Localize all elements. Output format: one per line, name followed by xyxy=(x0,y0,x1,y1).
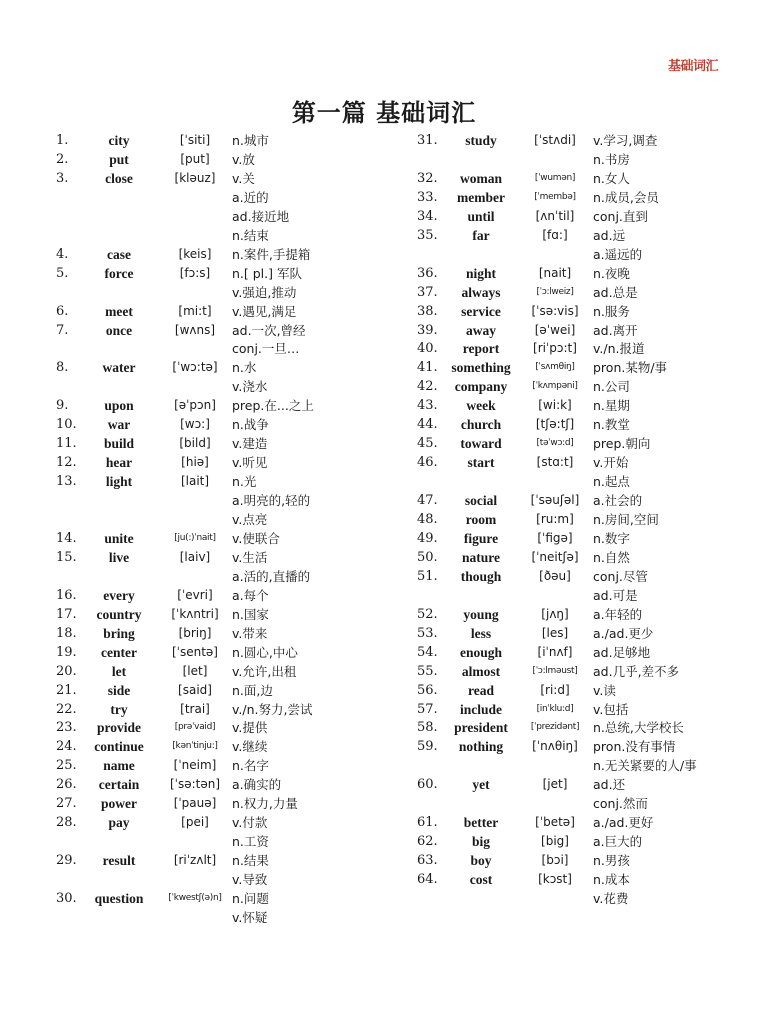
entry-definition: n.成员,会员 xyxy=(593,189,659,205)
entry-word: case xyxy=(107,246,131,262)
entry-word: result xyxy=(102,853,136,869)
entry-word: cost xyxy=(469,872,493,888)
entry-phonetic: [ˈneitʃə] xyxy=(531,549,579,564)
entry-word: woman xyxy=(459,170,502,186)
entry-definition: a.近的 xyxy=(232,189,269,205)
entry-number: 52. xyxy=(417,606,438,622)
entry-phonetic: [lait] xyxy=(180,474,210,489)
entry-word: country xyxy=(96,606,142,622)
entry-word: figure xyxy=(463,530,499,546)
entry-word: nothing xyxy=(458,739,504,755)
entry-phonetic: [əˈwei] xyxy=(534,322,576,337)
entry-word: boy xyxy=(470,853,492,869)
entry-definition: ad.离开 xyxy=(593,322,638,338)
entry-definition: v.使联合 xyxy=(232,530,280,546)
entry-definition: prep.在...之上 xyxy=(232,398,314,414)
entry-phonetic: [ˈsiti] xyxy=(179,133,211,147)
entry-phonetic: [mi:t] xyxy=(178,303,212,318)
entry-phonetic: [stɑ:t] xyxy=(536,455,574,470)
entry-word: nature xyxy=(461,549,500,565)
entry-word: though xyxy=(460,568,502,584)
entry-phonetic: [ru:m] xyxy=(536,512,574,526)
entry-number: 10. xyxy=(56,417,77,433)
entry-word: better xyxy=(463,815,499,831)
entry-word: enough xyxy=(459,644,503,660)
entry-number: 21. xyxy=(56,682,77,698)
entry-number: 32. xyxy=(417,170,438,186)
entry-definition: v.付款 xyxy=(232,815,268,831)
entry-word: unite xyxy=(104,530,134,546)
entry-phonetic: [ˈprezidənt] xyxy=(530,722,580,733)
entry-definition: v.继续 xyxy=(232,739,268,755)
entry-word: live xyxy=(108,549,130,565)
entry-definition: conj.然而 xyxy=(593,796,648,812)
entry-number: 26. xyxy=(56,777,77,793)
entry-phonetic: [ˈwumən] xyxy=(534,172,576,183)
entry-number: 45. xyxy=(417,436,438,452)
entry-definition: n.女人 xyxy=(593,170,630,186)
entry-number: 11. xyxy=(56,436,77,452)
entry-phonetic: [jet] xyxy=(542,777,568,792)
entry-number: 60. xyxy=(417,777,438,793)
entry-definition: pron.没有事情 xyxy=(593,739,676,755)
entry-number: 24. xyxy=(56,739,77,755)
entry-word: build xyxy=(103,436,135,452)
entry-number: 5. xyxy=(56,265,69,281)
entry-word: start xyxy=(467,455,495,471)
entry-definition: n.数字 xyxy=(593,530,630,546)
entry-definition: v.开始 xyxy=(593,455,629,471)
entry-number: 61. xyxy=(417,815,438,831)
entry-definition: v.听见 xyxy=(232,455,268,471)
entry-number: 31. xyxy=(417,133,438,148)
entry-definition: prep.朝向 xyxy=(593,436,651,452)
entry-phonetic: [ðəu] xyxy=(539,568,571,583)
entry-word: let xyxy=(111,663,127,679)
entry-definition: n.起点 xyxy=(593,474,630,490)
entry-number: 33. xyxy=(417,189,438,205)
entry-definition: n.圆心,中心 xyxy=(232,644,298,660)
entry-word: room xyxy=(465,512,497,527)
entry-word: toward xyxy=(460,436,502,452)
entry-phonetic: [tʃə:tʃ] xyxy=(535,417,575,432)
entry-phonetic: [təˈwɔ:d] xyxy=(536,438,574,449)
entry-number: 17. xyxy=(56,606,77,622)
entry-number: 46. xyxy=(417,455,438,471)
entry-number: 13. xyxy=(56,474,77,490)
entry-definition: v.读 xyxy=(593,682,616,698)
entry-phonetic: [kənˈtinju:] xyxy=(172,741,218,752)
entry-number: 62. xyxy=(417,834,438,850)
entry-phonetic: [kɔst] xyxy=(538,872,572,887)
entry-word: pay xyxy=(108,815,130,831)
entry-definition: n.书房 xyxy=(593,151,630,167)
entry-definition: v./n.努力,尝试 xyxy=(232,701,313,717)
entry-definition: v./n.报道 xyxy=(593,341,645,357)
entry-phonetic: [nait] xyxy=(538,265,572,280)
entry-number: 64. xyxy=(417,872,438,888)
entry-number: 53. xyxy=(417,625,438,641)
entry-word: city xyxy=(108,133,130,148)
entry-word: member xyxy=(457,189,505,205)
entry-phonetic: [laiv] xyxy=(179,549,211,564)
entry-word: try xyxy=(110,701,128,717)
entry-definition: n.教堂 xyxy=(593,417,630,433)
entry-word: big xyxy=(471,834,490,850)
entry-phonetic: [les] xyxy=(541,625,569,640)
entry-definition: a.遥远的 xyxy=(593,246,643,262)
entry-word: center xyxy=(101,644,137,660)
entry-word: away xyxy=(466,322,496,338)
entry-word: almost xyxy=(461,663,501,679)
entry-word: social xyxy=(464,493,498,509)
entry-word: certain xyxy=(98,777,140,793)
entry-phonetic: [ˈwɔ:tə] xyxy=(172,360,218,375)
entry-phonetic: [ˈnʌθiŋ] xyxy=(532,739,578,754)
entry-phonetic: [ˈfigə] xyxy=(537,530,573,545)
entry-phonetic: [kləuz] xyxy=(174,170,216,185)
entry-phonetic: [ˈɔ:lməust] xyxy=(532,665,578,676)
entry-definition: n.权力,力量 xyxy=(232,796,298,812)
entry-definition: v.点亮 xyxy=(232,512,268,527)
entry-definition: ad.几乎,差不多 xyxy=(593,663,680,679)
entry-word: put xyxy=(109,151,129,167)
entry-number: 29. xyxy=(56,853,77,869)
entry-number: 57. xyxy=(417,701,438,717)
page-title: 第一篇 基础词汇 xyxy=(291,99,477,127)
entry-number: 48. xyxy=(417,512,438,527)
entry-phonetic: [ˈsentə] xyxy=(172,644,218,659)
entry-word: light xyxy=(105,474,133,490)
entry-definition: pron.某物/事 xyxy=(593,360,668,376)
entry-word: week xyxy=(466,398,496,414)
entry-definition: v.浇水 xyxy=(232,379,268,395)
entry-phonetic: [briŋ] xyxy=(178,625,212,640)
entry-phonetic: [let] xyxy=(182,663,208,678)
entry-definition: n.水 xyxy=(232,360,257,376)
entry-phonetic: [ju(:)ˈnait] xyxy=(174,532,216,543)
entry-word: read xyxy=(468,682,494,698)
entry-word: report xyxy=(462,341,500,357)
entry-number: 16. xyxy=(56,587,77,603)
entry-definition: n.男孩 xyxy=(593,853,630,869)
entry-word: president xyxy=(454,720,508,736)
entry-number: 18. xyxy=(56,625,77,641)
entry-number: 7. xyxy=(56,322,69,338)
entry-definition: ad.足够地 xyxy=(593,644,651,660)
entry-number: 6. xyxy=(56,303,69,319)
entry-number: 43. xyxy=(417,398,438,414)
entry-definition: v.允许,出租 xyxy=(232,663,297,679)
entry-phonetic: [wʌns] xyxy=(174,322,216,337)
entry-phonetic: [ˈsə:tən] xyxy=(169,777,221,792)
entry-definition: ad.接近地 xyxy=(232,208,290,224)
entry-number: 44. xyxy=(417,417,438,433)
entry-word: far xyxy=(472,227,490,243)
entry-definition: n.总统,大学校长 xyxy=(593,720,684,736)
entry-phonetic: [riˈpɔ:t] xyxy=(533,341,577,356)
entry-phonetic: [ˈkwestʃ(ə)n] xyxy=(168,893,222,903)
entry-number: 36. xyxy=(417,265,438,281)
entry-number: 56. xyxy=(417,682,438,698)
entry-word: church xyxy=(460,417,502,433)
entry-number: 63. xyxy=(417,853,438,869)
entry-definition: a.活的,直播的 xyxy=(232,568,311,584)
entry-number: 40. xyxy=(417,341,438,357)
entry-word: once xyxy=(105,322,133,338)
entry-phonetic: [ˈsəuʃəl] xyxy=(530,493,580,508)
entry-definition: ad.还 xyxy=(593,777,626,793)
entry-phonetic: [wɔ:] xyxy=(180,417,210,432)
entry-definition: n.国家 xyxy=(232,606,269,622)
entry-number: 28. xyxy=(56,815,77,831)
entry-definition: n.[ pl.] 军队 xyxy=(232,265,302,281)
entry-definition: v.关 xyxy=(232,170,255,186)
entry-word: continue xyxy=(94,739,144,755)
entry-word: question xyxy=(94,891,144,906)
entry-number: 8. xyxy=(56,360,69,376)
entry-definition: ad.总是 xyxy=(593,284,638,300)
entry-phonetic: [ˈkʌmpəni] xyxy=(532,381,578,392)
entry-number: 41. xyxy=(417,360,438,376)
entry-word: company xyxy=(454,379,508,395)
header-mark: 基础词汇 xyxy=(668,59,719,74)
entry-definition: a.每个 xyxy=(232,587,269,603)
entry-word: until xyxy=(467,208,495,224)
entry-number: 55. xyxy=(417,663,438,679)
entry-word: water xyxy=(102,360,136,376)
entry-phonetic: [said] xyxy=(178,682,212,697)
entry-number: 20. xyxy=(56,663,77,679)
entry-number: 4. xyxy=(56,246,69,262)
entry-phonetic: [fɑ:] xyxy=(542,227,568,242)
entry-number: 19. xyxy=(56,644,77,660)
entry-definition: n.面,边 xyxy=(232,682,273,698)
entry-word: name xyxy=(103,758,135,774)
entry-phonetic: [hiə] xyxy=(181,455,209,470)
entry-definition: n.成本 xyxy=(593,872,630,888)
entry-number: 54. xyxy=(417,644,438,660)
entry-number: 27. xyxy=(56,796,77,812)
entry-number: 42. xyxy=(417,379,438,395)
entry-phonetic: [bild] xyxy=(179,436,211,451)
entry-definition: ad.可是 xyxy=(593,587,638,603)
entry-definition: v.遇见,满足 xyxy=(232,303,297,319)
entry-definition: conj.直到 xyxy=(593,208,648,224)
entry-definition: v.放 xyxy=(232,151,255,167)
entry-phonetic: [ˈkʌntri] xyxy=(171,606,219,621)
entry-number: 47. xyxy=(417,493,438,509)
entry-number: 49. xyxy=(417,530,438,546)
entry-word: force xyxy=(104,265,134,281)
entry-phonetic: [bɔi] xyxy=(541,853,569,868)
entry-definition: v.提供 xyxy=(232,720,268,736)
entry-definition: n.无关紧要的人/事 xyxy=(593,758,697,774)
entry-definition: a./ad.更好 xyxy=(593,815,654,831)
entry-phonetic: [ˈsʌmθiŋ] xyxy=(535,362,575,373)
entry-number: 12. xyxy=(56,455,77,471)
entry-definition: v.包括 xyxy=(593,701,629,717)
entry-number: 1. xyxy=(56,133,69,148)
entry-word: bring xyxy=(103,625,135,641)
entry-word: young xyxy=(463,606,499,622)
entry-definition: a.年轻的 xyxy=(593,606,643,622)
entry-phonetic: [prəˈvaid] xyxy=(174,722,216,733)
entry-phonetic: [put] xyxy=(180,151,210,166)
entry-phonetic: [big] xyxy=(541,834,569,849)
entry-definition: v.导致 xyxy=(232,872,268,888)
entry-number: 14. xyxy=(56,530,77,546)
entry-word: power xyxy=(101,796,137,812)
entry-phonetic: [ˈevri] xyxy=(177,587,213,602)
entry-phonetic: [ˈstʌdi] xyxy=(534,133,576,147)
entry-phonetic: [riˈzʌlt] xyxy=(173,853,217,868)
entry-phonetic: [əˈpɔn] xyxy=(174,398,216,413)
entry-word: every xyxy=(103,587,135,603)
entry-number: 22. xyxy=(56,701,77,717)
entry-definition: a./ad.更少 xyxy=(593,625,654,641)
entry-number: 2. xyxy=(56,151,69,167)
entry-word: meet xyxy=(105,303,133,319)
entry-definition: n.服务 xyxy=(593,303,630,319)
entry-number: 38. xyxy=(417,303,438,319)
entry-definition: ad.一次,曾经 xyxy=(232,322,306,338)
entry-definition: a.明亮的,轻的 xyxy=(232,493,311,509)
entry-definition: n.自然 xyxy=(593,549,630,565)
entry-number: 50. xyxy=(417,549,438,565)
entry-number: 9. xyxy=(56,398,69,414)
entry-number: 34. xyxy=(417,208,438,224)
entry-number: 23. xyxy=(56,720,77,736)
entry-number: 30. xyxy=(56,891,77,906)
entry-word: less xyxy=(470,625,492,641)
entry-phonetic: [ʌnˈtil] xyxy=(535,208,575,223)
entry-definition: v.带来 xyxy=(232,625,268,641)
entry-phonetic: [iˈnʌf] xyxy=(537,644,573,659)
entry-definition: n.战争 xyxy=(232,417,269,433)
entry-number: 15. xyxy=(56,549,77,565)
entry-definition: n.房间,空间 xyxy=(593,512,659,527)
entry-definition: v.学习,调查 xyxy=(593,133,658,148)
entry-phonetic: [ri:d] xyxy=(540,682,570,697)
entry-number: 25. xyxy=(56,758,77,774)
entry-definition: a.确实的 xyxy=(232,777,282,793)
entry-definition: n.问题 xyxy=(232,891,269,906)
entry-definition: v.花费 xyxy=(593,891,629,906)
entry-word: service xyxy=(461,303,501,319)
entry-word: war xyxy=(107,417,131,433)
entry-word: include xyxy=(459,701,502,717)
entry-phonetic: [jʌŋ] xyxy=(541,606,569,621)
entry-word: study xyxy=(465,133,497,148)
entry-definition: v.强迫,推动 xyxy=(232,284,297,300)
entry-definition: ad.远 xyxy=(593,227,626,243)
entry-definition: n.结果 xyxy=(232,853,269,869)
entry-phonetic: [fɔ:s] xyxy=(179,265,211,280)
entry-definition: conj.尽管 xyxy=(593,568,648,584)
entry-phonetic: [ˈbetə] xyxy=(535,815,575,830)
entry-word: night xyxy=(465,265,496,281)
entry-definition: v.怀疑 xyxy=(232,909,268,925)
entry-number: 39. xyxy=(417,322,438,338)
entry-word: close xyxy=(105,170,133,186)
entry-definition: n.星期 xyxy=(593,398,630,414)
entry-definition: n.光 xyxy=(232,474,257,490)
entry-phonetic: [ˈɔ:lweiz] xyxy=(536,286,574,297)
entry-definition: n.夜晚 xyxy=(593,265,630,281)
entry-definition: v.生活 xyxy=(232,549,268,565)
entry-word: provide xyxy=(96,720,141,736)
entry-phonetic: [wi:k] xyxy=(538,398,572,413)
entry-phonetic: [trai] xyxy=(180,701,210,716)
entry-word: upon xyxy=(104,398,134,414)
entry-word: something xyxy=(451,360,511,376)
entry-word: hear xyxy=(105,455,133,471)
entry-definition: conj.一旦… xyxy=(232,341,300,357)
entry-definition: a.巨大的 xyxy=(593,834,643,850)
entry-phonetic: [keis] xyxy=(178,246,212,261)
entry-definition: n.结束 xyxy=(232,227,269,243)
entry-number: 59. xyxy=(417,739,438,755)
entry-word: yet xyxy=(472,777,490,793)
entry-phonetic: [ˈmembə] xyxy=(534,191,576,202)
entry-definition: n.名字 xyxy=(232,758,269,774)
entry-definition: a.社会的 xyxy=(593,493,643,509)
entry-definition: n.工资 xyxy=(232,834,269,850)
entry-number: 51. xyxy=(417,568,438,584)
entry-definition: n.城市 xyxy=(232,133,269,148)
entry-number: 3. xyxy=(56,170,69,186)
entry-phonetic: [ˈneim] xyxy=(173,758,217,773)
entry-number: 58. xyxy=(417,720,438,736)
entry-phonetic: [inˈklu:d] xyxy=(536,703,574,714)
entry-phonetic: [ˈsə:vis] xyxy=(531,303,579,318)
entry-word: always xyxy=(461,284,501,300)
entry-phonetic: [ˈpauə] xyxy=(173,796,217,811)
entry-definition: n.案件,手提箱 xyxy=(232,246,311,262)
entry-phonetic: [pei] xyxy=(181,815,209,830)
entry-definition: n.公司 xyxy=(593,379,630,395)
entry-number: 37. xyxy=(417,284,438,300)
entry-definition: v.建造 xyxy=(232,436,268,452)
entry-number: 35. xyxy=(417,227,438,243)
entry-word: side xyxy=(107,682,131,698)
